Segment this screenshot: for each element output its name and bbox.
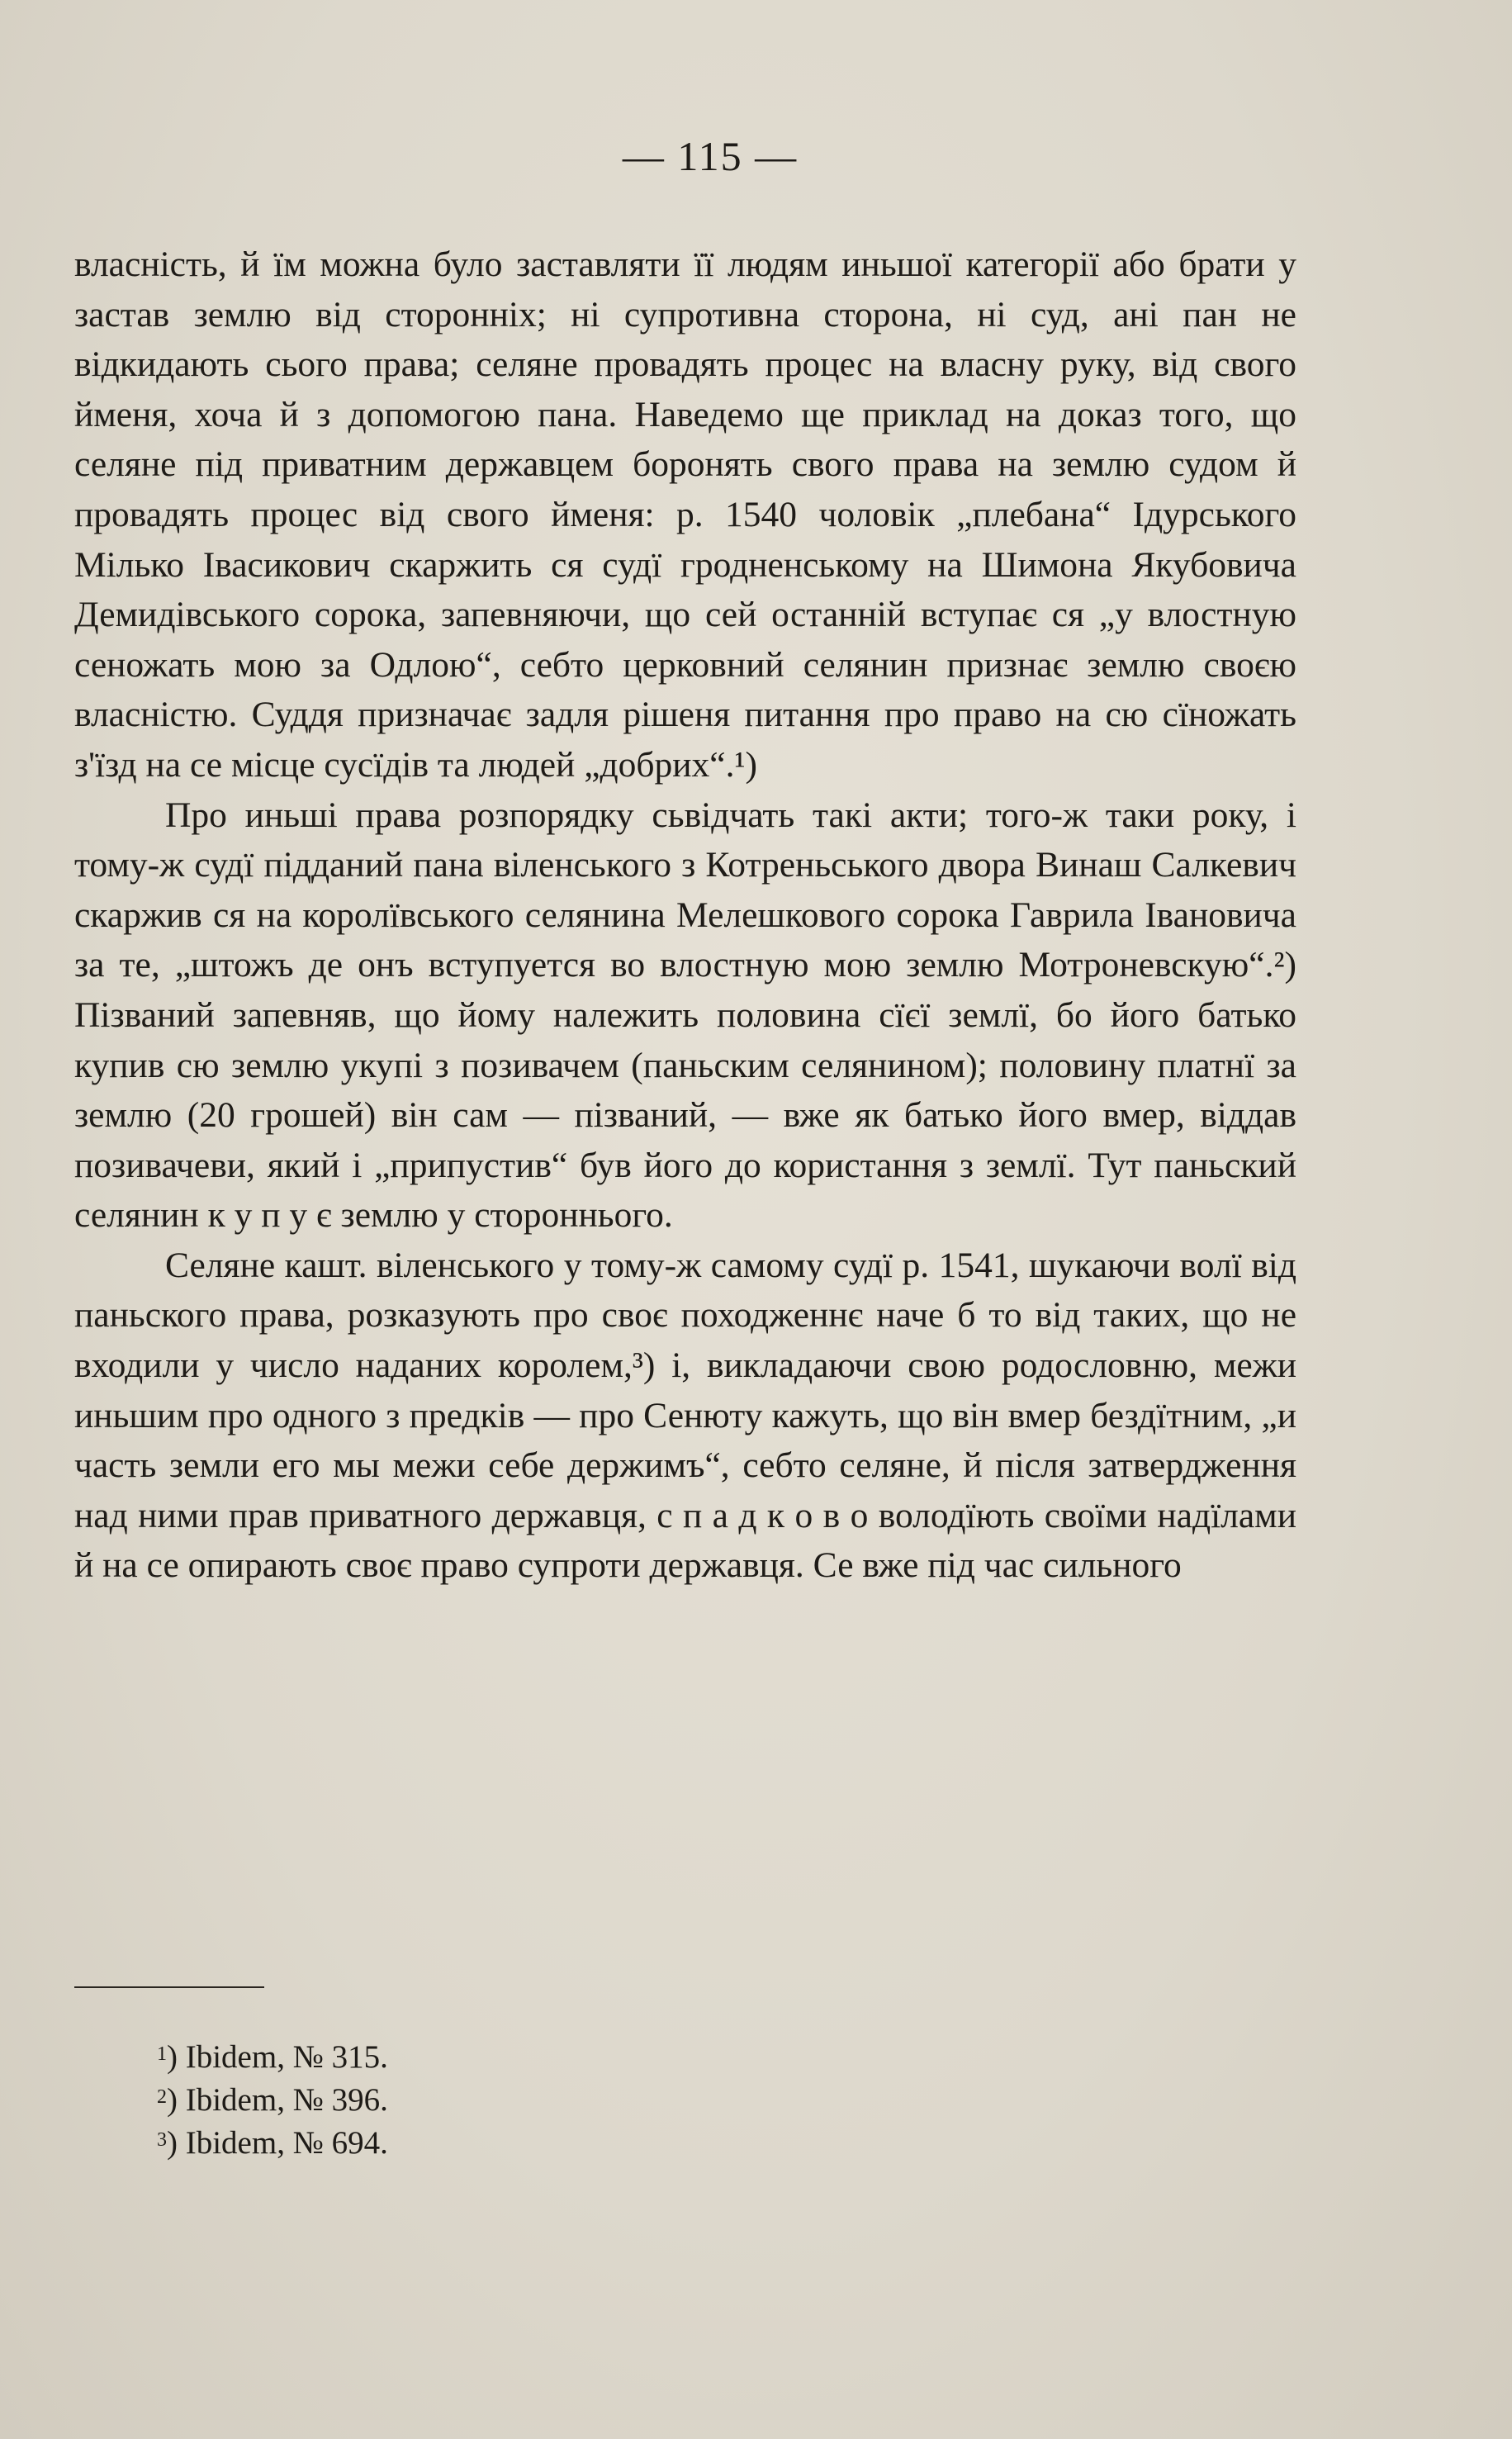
footnote-divider <box>74 1986 264 1988</box>
page-number: — 115 — <box>622 133 799 179</box>
paragraph-1: власність, й їм можна було заставляти її людям иньшої категорії або брати у застав землю від сторонніх; ні супротивна сторона, ні суд, ані пан не відкидають сього права; селяне провадять процес на власну руку, від свого йменя, хоча й з допомогою пана. Наведемо ще приклад на доказ того, що селяне під приватним державцем боронять свого права на землю судом й провадять процес від свого йменя: р. 1540 чоловік „плебана“ Ідурського Мілько Івасикович скаржить ся судї гродненському на Шимона Якубовича Демидівського сорока, запевняючи, що сей останній вступає ся „у влостную сеножать мою за Одлою“, себто церковний селянин признає землю своєю власністю. Суддя призначає задля рішеня питання про право на сю сїножать з'їзд на се місце сусїдів та людей „добрих“.¹) <box>74 244 1296 785</box>
paragraph-2: Про иньші права розпорядку сьвідчать такі акти; того-ж таки року, і тому-ж судї підданий пана віленського з Котреньського двора Винаш Салкевич скаржив ся на королївського селянина Мелешкового сорока Гаврила Івановича за те, „штожъ де онъ вступуется во влостную мою землю Мотроневскую“.²) Пізваний запевняв, що йому належить половина сїєї землї, бо його батько купив сю землю укупі з позивачем (паньским селянином); половину платнї за землю (20 грошей) він сам — пізваний, — вже як батько його вмер, віддав позивачеви, який і „припустив“ був його до користання з землї. Тут паньский селянин к у п у є землю у стороннього. <box>74 795 1296 1236</box>
footnote-mark: 2 <box>157 2086 167 2108</box>
main-text <box>74 240 1296 1591</box>
footnote-mark: 3 <box>157 2129 167 2151</box>
footnote-text: ) Ibidem, № 694. <box>167 2125 388 2161</box>
footnotes <box>157 2036 388 2165</box>
paragraph-3: Селяне кашт. віленського у тому-ж самому судї р. 1541, шукаючи волї від паньского права, розказують про своє походженнє наче б то від таких, що не входили у число наданих королем,³) і, викладаючи свою родословню, межи иньшим про одного з предків — про Сенюту кажуть, що він вмер бездїтним, „и часть земли его мы межи себе держимъ“, себто селяне, й після затвердження над ними прав приватного державця, с п а д к о в о володїють своїми надїлами й на се опирають своє право супроти державця. Се вже під час сильного <box>74 1245 1296 1586</box>
footnote-2 <box>157 2079 388 2122</box>
footnote-mark: 1 <box>157 2043 167 2065</box>
footnote-text: ) Ibidem, № 315. <box>167 2039 388 2075</box>
footnote-1 <box>157 2036 388 2079</box>
footnote-text: ) Ibidem, № 396. <box>167 2082 388 2118</box>
footnote-3 <box>157 2122 388 2165</box>
